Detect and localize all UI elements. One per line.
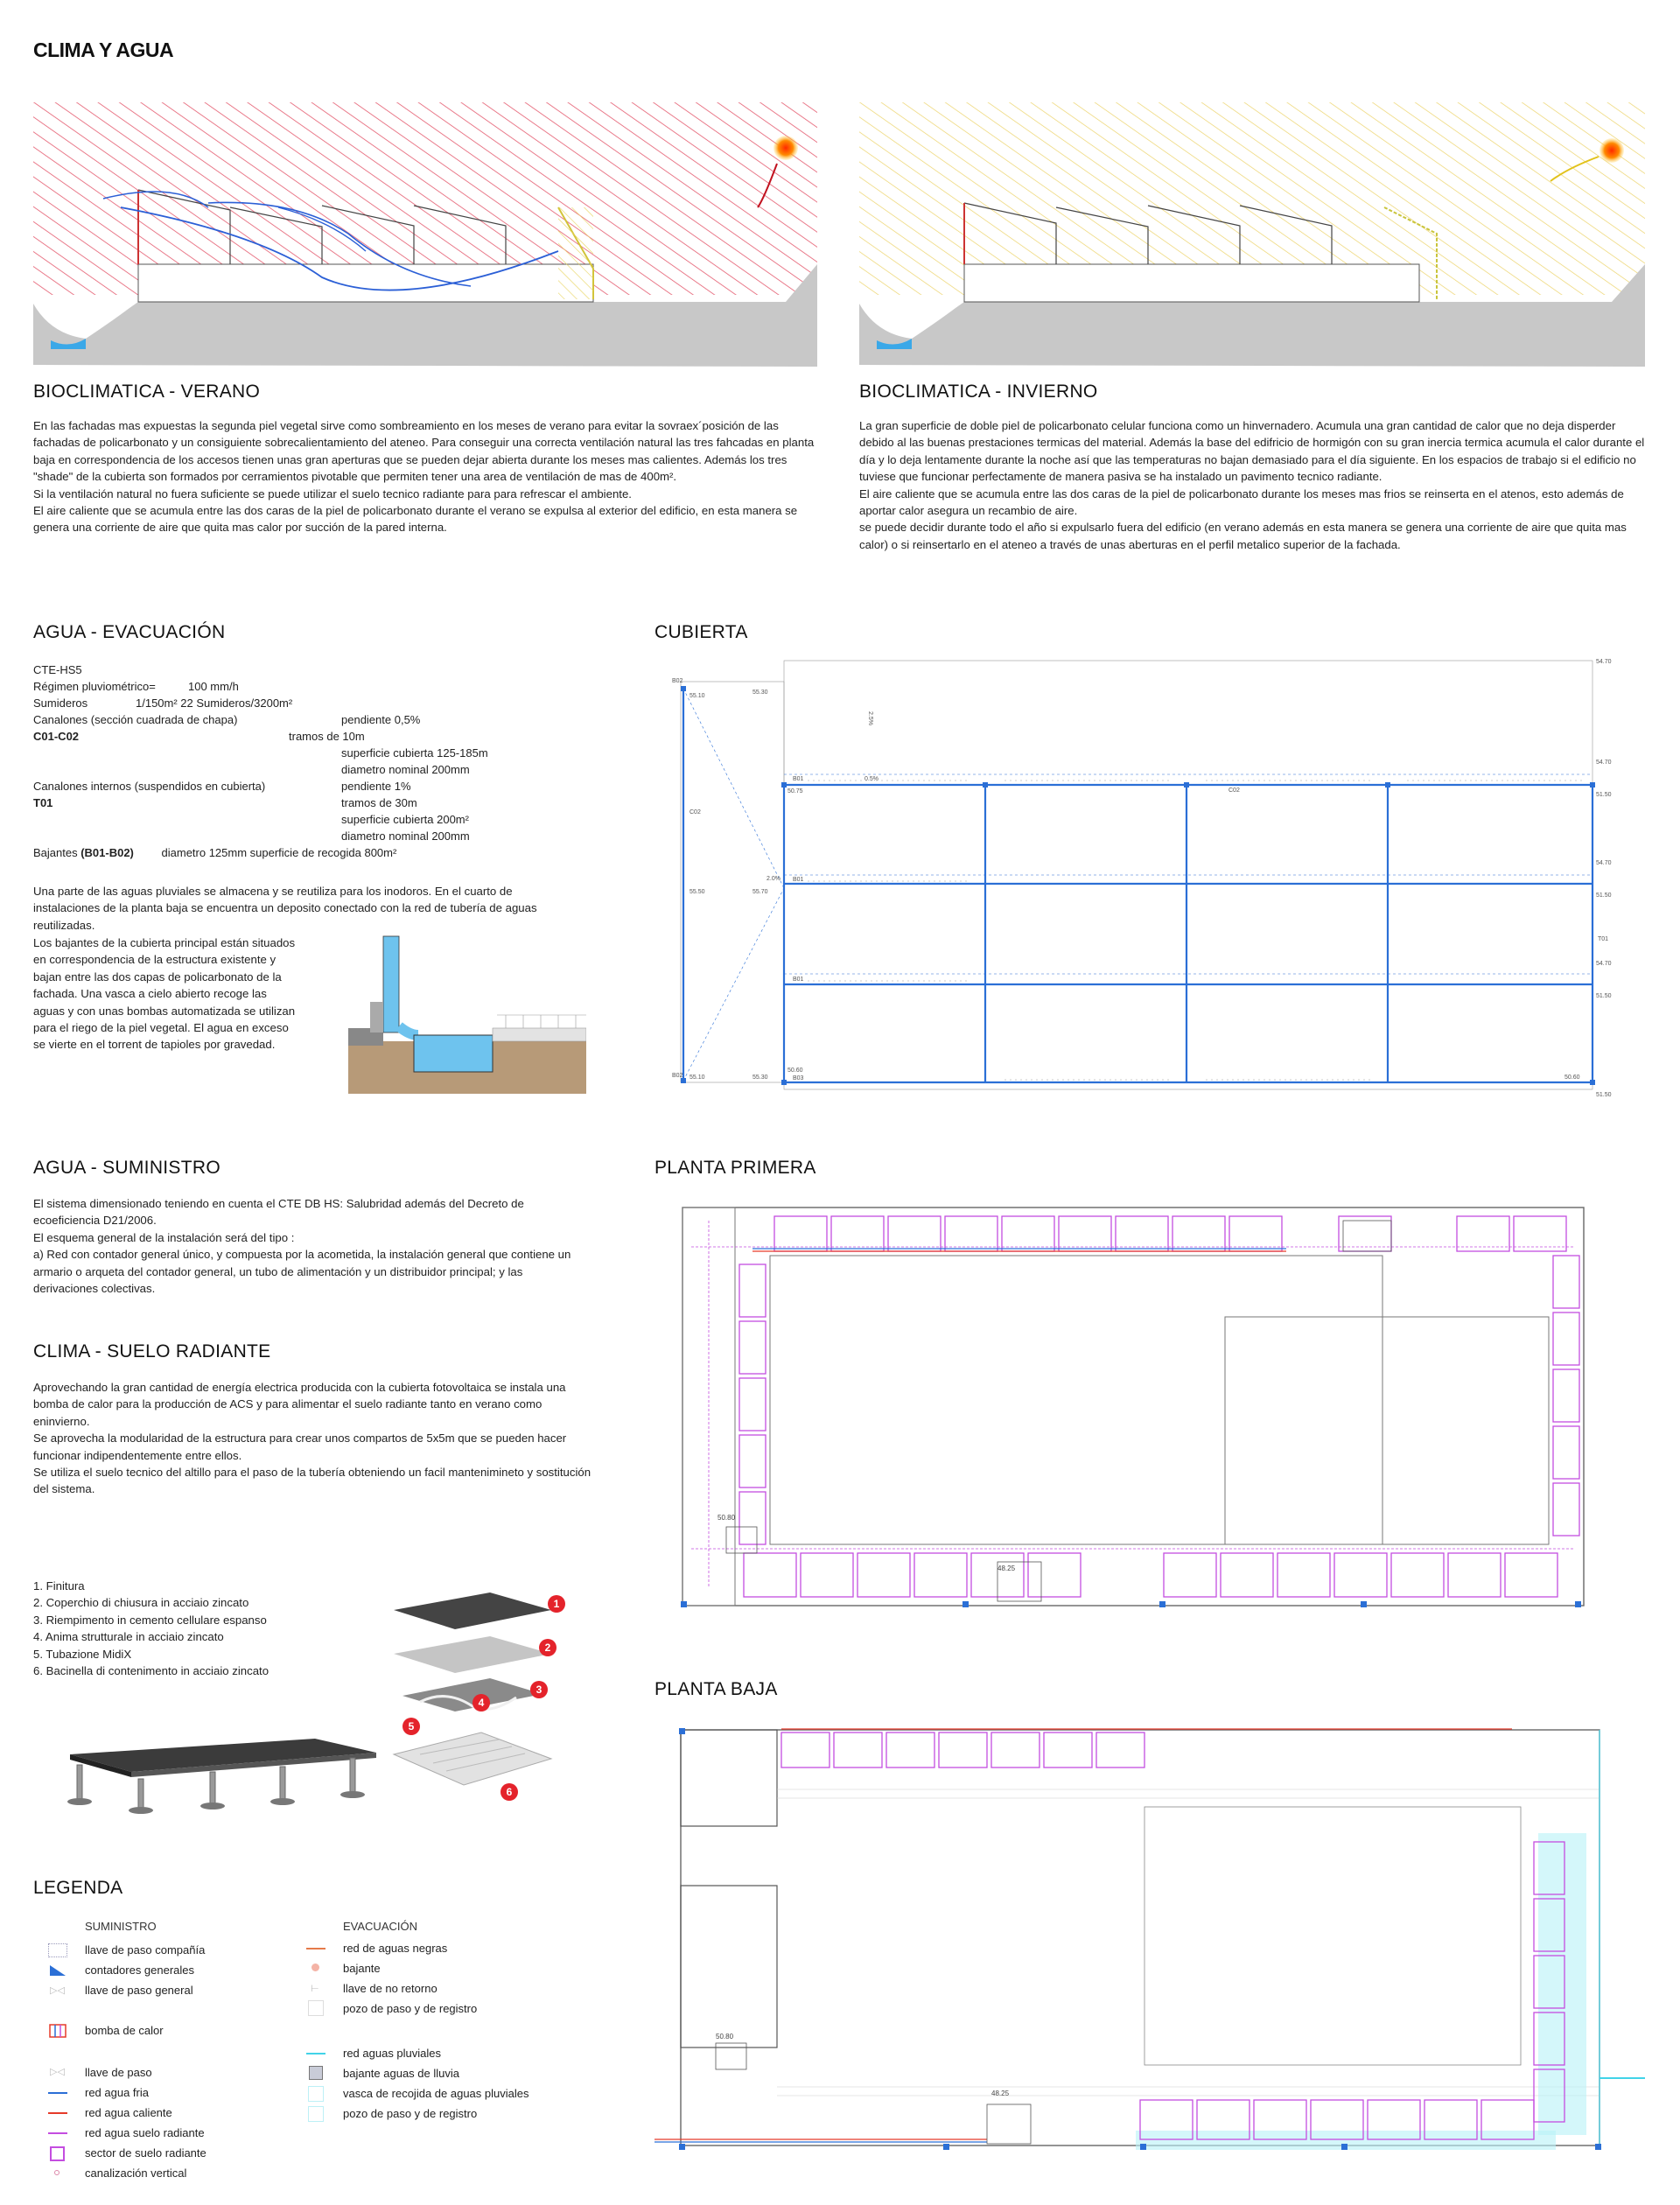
layer-item: 3. Riempimento in cemento cellulare espanso [33,1613,267,1627]
page-title: CLIMA Y AGUA [33,38,174,61]
spec-t-sup: superficie cubierta 200m² [341,813,469,826]
legend-item: red agua suelo radiante [85,2126,205,2139]
layer-badge: 2 [539,1639,556,1656]
cubierta-label: C02 [690,809,701,816]
suelo-layers [33,1578,366,1679]
cubierta-title: CUBIERTA [654,622,748,642]
planta-primera-level: 48.25 [998,1564,1016,1572]
hot-water-line-icon [48,2112,67,2114]
legend-item: bajante [343,1962,381,1975]
raised-floor-image [52,1728,385,1816]
planta-primera-title: PLANTA PRIMERA [654,1158,816,1178]
cubierta-label: B01 [793,776,804,782]
suelo-paragraph: Se aprovecha la modularidad de la estructura para crear unos compartos de 5x5m que se pueden hacer funcionar indipendentemente entre ellos. [33,1432,567,1462]
check-valve-icon: ⊢ [311,1984,319,1994]
invierno-text [859,417,1645,553]
spec-regimen-label: Régimen pluviométrico= [33,680,156,693]
cubierta-level: 51.50 [1596,1092,1612,1098]
spec-norm: CTE-HS5 [33,663,82,676]
suelo-paragraph: Aprovechando la gran cantidad de energía electrica producida con la cubierta fotovoltaica se instala una bomba de calor para la producción de ACS y para alimentar el suelo radiante tanto en verano como eninvierno. [33,1381,566,1428]
cubierta-plan-drawing [654,652,1645,1107]
layer-item: 4. Anima strutturale in acciaio zincato [33,1630,224,1644]
legend-item: llave de paso [85,2066,152,2079]
layer-item: 1. Finitura [33,1579,85,1592]
rain-downpipe-icon [309,2066,323,2080]
cubierta-level: 50.75 [788,788,803,794]
legend-item: canalización vertical [85,2166,187,2180]
legend-item: red de aguas negras [343,1942,448,1955]
spec-c-tramos: tramos de 10m [289,730,365,743]
radiant-sector-icon [50,2146,65,2161]
planta-baja-level: 50.80 [716,2033,734,2040]
spec-t-tramos: tramos de 30m [341,796,417,809]
vertical-duct-icon [54,2170,60,2175]
invierno-paragraph: El aire caliente que se acumula entre las dos caras de la piel de policarbonato durante los meses mas frios se reinserta en el atenos, esto además de aportar calor asegura un recambio de aire. [859,486,1624,518]
spec-sumideros-label: Sumideros [33,696,88,710]
cubierta-level: 55.10 [690,1074,705,1081]
invierno-paragraph: La gran superficie de doble piel de policarbonato celular funciona como un hinvernadero. Acumula una gran cantidad de calor que no deja disperder debido al las buenas prestaciones termicas del material. Además la base del edifricio de hormigón con su gran inercia termica acumula el calor durante el día y lo deja lentamente durante la noche así que las temperaturas no bajan demasiado para el día siguiente. En los espacios de trabajo si el edificio no tuviese que funcionar perfectamente de manera pasiva se ha instalado un pavimento tecnico radiante. [859,419,1645,484]
cubierta-label: T01 [1598,936,1609,942]
downpipe-icon [312,1964,319,1971]
layer-badge: 3 [530,1681,548,1698]
spec-int-label: Canalones internos (suspendidos en cubierta) [33,780,266,793]
suministro-paragraph: El sistema dimensionado teniendo en cuenta el CTE DB HS: Salubridad además del Decreto de ecoeficiencia D21/2006. [33,1197,524,1228]
cubierta-level: 51.50 [1596,792,1612,798]
winter-section-drawing [859,102,1645,367]
cubierta-level: 55.70 [752,889,768,895]
cubierta-level: 50.60 [1564,1074,1580,1081]
layer-item: 5. Tubazione MidiX [33,1647,132,1661]
suministro-paragraph: a) Red con contador general único, y compuesta por la acometida, la instalación general que contiene un armario o arqueta del contador general, un tubo de alimentación y un distribuidor principal; y las derivaciones colectivas. [33,1248,571,1296]
legend-item: red agua fria [85,2086,149,2099]
verano-paragraph: En las fachadas mas expuestas la segunda piel vegetal sirve como sombreamiento en los meses de verano para evitar la sovraex´posición de las fachadas de policarbonato y un consiguiente sobrecalientamiento del ateneo. Para conseguir una correcta ventilación natural las tres fahcadas en planta baja en correspondencia de los accesos tienen unas gran aperturas que se pueden dejar abierta durante los meses mas calientes. Además los tres "shade" de la cubierta son formados por cerramientos pivotable que permiten tener una area de ventilación de mas de 400m². [33,419,815,484]
spec-int-pend: pendiente 1% [341,780,411,793]
evacuacion-para1: Una parte de las aguas pluviales se almacena y se reutiliza para los inodoros. En el cuarto de instalaciones de la planta baja se encuentra un deposito conectado con la red de tubería de aguas reutilizadas. [33,885,537,932]
layer-item: 6. Bacinella di contenimento in acciaio zincato [33,1664,270,1678]
general-meter-icon [48,1964,67,1978]
evacuacion-title: AGUA - EVACUACIÓN [33,622,226,642]
cubierta-level: 51.50 [1596,993,1612,999]
layer-badge: 6 [500,1783,518,1801]
evacuacion-para2: Los bajantes de la cubierta principal están situados en correspondencia de la estructura existente y bajan entre las dos capas de policarbonato de la fachada. Una vasca a cielo abierto recoge las aguas y con unas bombas automatizada se utilizan para el riego de la piel vegetal. El agua en exceso se vierte en el torrent de tapioles por gravedad. [33,936,296,1052]
legend-item: vasca de recojida de aguas pluviales [343,2087,529,2100]
cubierta-label: C02 [1228,788,1240,794]
verano-text [33,417,817,536]
spec-c-diam: diametro nominal 200mm [341,763,470,776]
planta-primera-level: 50.80 [718,1514,736,1522]
cubierta-label: 0.5% [864,776,878,782]
layer-badge: 5 [402,1718,420,1735]
planta-baja-level: 48.25 [991,2090,1010,2097]
spec-regimen-value: 100 mm/h [188,680,239,693]
spec-c-label: C01-C02 [33,730,80,743]
spec-sumideros-value: 1/150m² 22 Sumideros/3200m² [136,696,293,710]
legend-title: LEGENDA [33,1878,123,1898]
summer-section-drawing [33,102,817,367]
cubierta-level: 55.30 [752,1074,768,1081]
suelo-text [33,1379,593,1498]
cubierta-label: B02 [672,678,683,684]
spec-t-diam: diametro nominal 200mm [341,830,470,843]
cubierta-level: 50.60 [788,1068,803,1074]
legend-item: sector de suelo radiante [85,2146,206,2160]
black-water-line-icon [306,1948,326,1950]
cubierta-label: 2.0% [766,876,780,882]
cubierta-level: 55.10 [690,693,705,699]
manhole-icon [308,2000,324,2016]
cubierta-label: B01 [793,877,804,883]
suelo-paragraph: Se utiliza el suelo tecnico del altillo para el paso de la tubería obteniendo un facil mantenimineto y sostitución del sistema. [33,1466,592,1496]
meter-valve-icon [48,1943,67,1957]
valve-icon: ▷◁ [50,2067,65,2077]
cubierta-level: 54.70 [1596,760,1612,766]
cubierta-level: 55.50 [690,889,705,895]
spec-canalones-label: Canalones (sección cuadrada de chapa) [33,713,238,726]
cubierta-level: 54.70 [1596,961,1612,967]
legend-item: llave de paso general [85,1984,193,1997]
verano-paragraph: Si la ventilación natural no fuera suficiente se puede utilizar el suelo tecnico radiante para para refrescar el ambiente. [33,486,632,500]
layer-badge: 1 [548,1595,565,1613]
legend-item: llave de paso compañía [85,1943,206,1956]
spec-bajantes-label: Bajantes [33,846,81,859]
spec-t-label: T01 [33,796,53,809]
cubierta-level: 54.70 [1596,860,1612,866]
cubierta-label: 2.5% [867,711,873,725]
planta-baja-plan-drawing [654,1719,1645,2157]
cubierta-label: B02 [672,1073,683,1079]
suelo-title: CLIMA - SUELO RADIANTE [33,1341,271,1362]
spec-bajantes-code: (B01-B02) [80,846,134,859]
general-valve-icon: ▷◁ [50,1985,65,1996]
cubierta-level: 55.30 [752,690,768,696]
legend-item: red agua caliente [85,2106,172,2119]
cubierta-label: B01 [793,976,804,983]
suministro-title: AGUA - SUMINISTRO [33,1158,220,1178]
spec-canalones-pend: pendiente 0,5% [341,713,421,726]
rainwater-tank-drawing [348,932,586,1094]
legend-suministro-head: SUMINISTRO [85,1920,157,1933]
legend-evacuacion-head: EVACUACIÓN [343,1920,417,1933]
legend-item: red aguas pluviales [343,2047,442,2060]
cold-water-line-icon [48,2092,67,2094]
floor-layers-exploded-image [385,1584,578,1820]
rain-tank-icon [308,2086,324,2102]
suministro-paragraph: El esquema general de la instalación será del tipo : [33,1230,295,1244]
planta-baja-title: PLANTA BAJA [654,1679,778,1699]
planta-primera-plan-drawing [674,1203,1592,1614]
verano-title: BIOCLIMATICA - VERANO [33,382,261,402]
spec-bajantes-value: diametro 125mm superficie de recogida 800m² [161,846,397,859]
storm-water-line-icon [306,2053,326,2054]
suministro-text [33,1195,584,1297]
legend-item: llave de no retorno [343,1982,438,1995]
legend-item: bomba de calor [85,2024,164,2037]
layer-item: 2. Coperchio di chiusura in acciaio zincato [33,1596,249,1610]
spec-c-sup: superficie cubierta 125-185m [341,746,488,760]
legend-item: pozo de paso y de registro [343,2107,478,2120]
radiant-water-line-icon [48,2132,67,2134]
invierno-paragraph: se puede decidir durante todo el año si expulsarlo fuera del edificio (en verano además en esta manera se genera una corriente de aire que quita mas calor) o si reinsertarlo en el ateneo a través de unas aberturas en el perfil metalico superior de la fachada. [859,521,1627,551]
storm-manhole-icon [308,2106,324,2122]
spec-bajantes [33,844,396,861]
verano-paragraph: El aire caliente que se acumula entre las dos caras de la piel de policarbonato durante el verano se expulsa al exterior del edificio, en esta manera se genera una corriente de aire que quita mas calor por succión de la pared interna. [33,504,798,535]
cubierta-level: 54.70 [1596,659,1612,665]
cubierta-level: 51.50 [1596,892,1612,899]
invierno-title: BIOCLIMATICA - INVIERNO [859,382,1098,402]
heat-pump-icon [48,2024,67,2038]
cubierta-label: B03 [793,1075,804,1082]
layer-badge: 4 [472,1694,490,1712]
legend-item: pozo de paso y de registro [343,2002,478,2015]
legend-item: contadores generales [85,1964,195,1977]
legend-item: bajante aguas de lluvia [343,2067,459,2080]
